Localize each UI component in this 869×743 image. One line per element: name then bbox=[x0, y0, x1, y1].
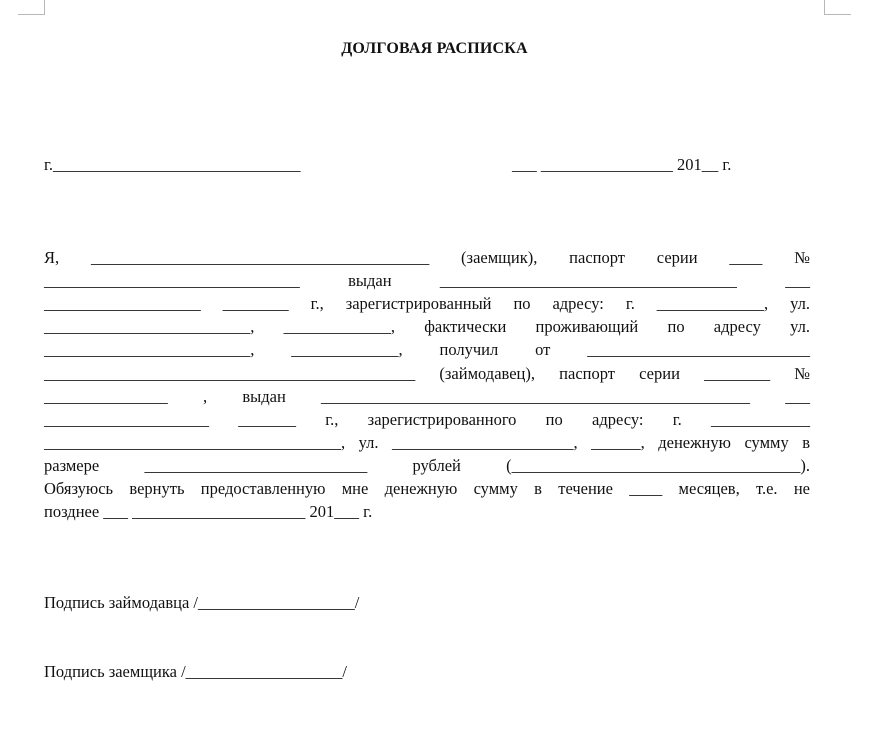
body-line-1: Я, _________________________________________ (заемщик), паспорт серии ____ № bbox=[44, 248, 810, 267]
body-line-11: Обязуюсь вернуть предоставленную мне денежную сумму в течение ____ месяцев, т.е. не bbox=[44, 479, 810, 498]
body-line-7: _______________ , выдан ____________________________________________________ ___ bbox=[44, 387, 810, 406]
body-line-9: ____________________________________, ул. ______________________, ______, денежную сумму в bbox=[44, 433, 810, 452]
document-title: ДОЛГОВАЯ РАСПИСКА bbox=[341, 40, 528, 57]
body-line-3: ___________________ ________ г., зарегистрированный по адресу: г. _____________, ул. bbox=[44, 294, 810, 313]
date-line: ___ ________________ 201__ г. bbox=[512, 155, 732, 174]
body-line-12: позднее ___ _____________________ 201___ г. bbox=[44, 502, 373, 521]
borrower-signature-line: Подпись заемщика /___________________/ bbox=[44, 662, 347, 681]
lender-signature-line: Подпись займодавца /___________________/ bbox=[44, 593, 360, 612]
body-line-6: _____________________________________________ (займодавец), паспорт серии ________ № bbox=[44, 364, 810, 383]
page-corner-marker-left bbox=[18, 0, 45, 15]
body-line-8: ____________________ _______ г., зарегистрированного по адресу: г. ____________ bbox=[44, 410, 810, 429]
place-line: г.______________________________ bbox=[44, 155, 301, 174]
body-line-4: _________________________, _____________, фактически проживающий по адресу ул. bbox=[44, 317, 810, 336]
body-line-5: _________________________, _____________, получил от ___________________________ bbox=[44, 340, 810, 359]
page-corner-marker-right bbox=[824, 0, 851, 15]
body-line-10: размере ___________________________ рублей (___________________________________). bbox=[44, 456, 810, 475]
body-line-2: _______________________________ выдан ____________________________________ ___ bbox=[44, 271, 810, 290]
